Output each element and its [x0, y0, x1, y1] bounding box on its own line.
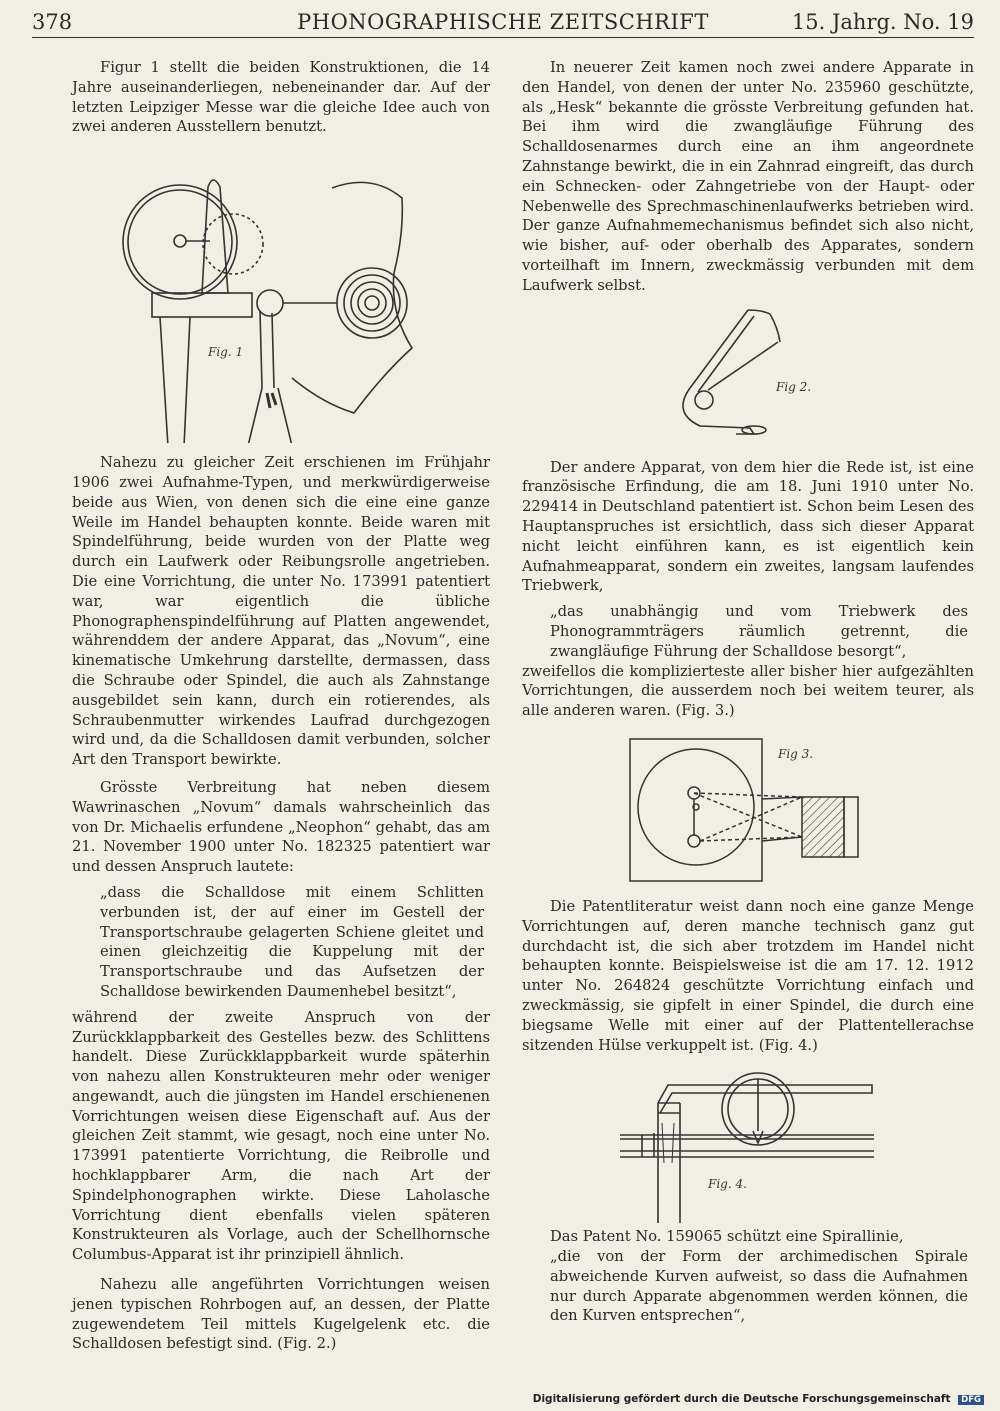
paragraph: Die Patentliteratur weist dann noch eine ganze Menge Vorrichtungen auf, deren manche technisch ganz gut durchdacht ist, die sich aber trotzdem im Handel nicht behaupten konnte. Beispielsweise ist die am 17. 12. 1912 unter No. 264824 geschützte Vorrichtung einfach und zweckmässig, sie gipfelt in einer Spindel, die durch eine biegsame Welle mit einer auf der Plattentellerachse sitzenden Hülse verkuppelt ist. (Fig. 4.): [522, 897, 974, 1054]
paragraph: zweifellos die komplizierteste aller bisher hier aufgezählten Vorrichtungen, die ausserdem noch bei weitem teurer, als alle anderen waren. (Fig. 3.): [522, 662, 974, 720]
left-column: [72, 58, 490, 1354]
figure-2: [522, 308, 974, 448]
quotation: „dass die Schalldose mit einem Schlitten verbunden ist, der auf einer im Gestell der Transportschraube gelagerten Schiene gleitet und einen gleichzeitig die Kuppelung mit der Transportschraube und das Aufsetzen der Schalldose bewirkenden Daumenhebel besitzt“,: [100, 883, 484, 1000]
figure-2-drawing: [522, 308, 974, 448]
paragraph: Der andere Apparat, von dem hier die Rede ist, ist eine französische Erfindung, die am 18. Juni 1910 unter No. 229414 in Deutschland patentiert ist. Schon beim Lesen des Hauptanspruches ist ersichtlich, dass sich dieser Apparat nicht leicht einführen kann, es ist eigentlich kein Aufnahmeapparat, sondern ein zweites, langsam laufendes Triebwerk,: [522, 458, 974, 595]
right-column: [522, 58, 974, 1326]
footer-text: Digitalisierung gefördert durch die Deutsche Forschungsgemeinschaft: [532, 1393, 951, 1405]
page-number: 378: [32, 10, 73, 34]
quotation: „die von der Form der archimedischen Spirale abweichende Kurven aufweist, so dass die Aufnahmen nur durch Apparate abgenommen werden können, die den Kurven entsprechen“,: [550, 1248, 968, 1325]
paragraph: In neuerer Zeit kamen noch zwei andere Apparate in den Handel, von denen der unter No. 235960 geschützte, als „Hesk“ bekannte die grösste Verbreitung gefunden hat. Bei ihm wird die zwangläufige Führung des Schalldosenarmes durch eine an ihm angeordnete Zahnstange bewirkt, die in ein Zahnrad eingreift, das durch ein Schnecken- oder Zahngetriebe von der Haupt- oder Nebenwelle des Sprechmaschinenlaufwerks betrieben wird. Der ganze Aufnahmemechanismus befindet sich also nicht, wie bisher, auf- oder oberhalb des Apparates, sondern vorteilhaft im Innern, zweckmässig verbunden mit dem Laufwerk selbst.: [522, 59, 974, 294]
paragraph: Das Patent No. 159065 schützt eine Spirallinie,: [550, 1228, 904, 1246]
journal-title: PHONOGRAPHISCHE ZEITSCHRIFT: [297, 10, 709, 34]
figure-2-caption: Fig 2.: [776, 379, 812, 394]
figure-1-drawing: [72, 143, 490, 443]
paragraph: Nahezu zu gleicher Zeit erschienen im Frühjahr 1906 zwei Aufnahme-Typen, und merkwürdigerweise beide aus Wien, von denen sich die eine eine ganze Weile im Handel behaupten konnte. Beide waren mit Spindelführung, beide wurden von der Platte weg durch ein Laufwerk oder Reibungsrolle angetrieben. Die eine Vorrichtung, die unter No. 173991 patentiert war, war eigentlich die übliche Phonographenspindelführung auf Platten angewendet, währenddem der andere Apparat, das „Novum“, eine kinematische Umkehrung darstellte, dermassen, dass die Schraube oder Spindel, die auch als Zahnstange ausgebildet sein kann, durch ein rotierendes, als Schraubenmutter wirkendes Laufrad durchgezogen wird und, da die Schalldosen damit verbunden, solcher Art den Transport bewirkte.: [72, 454, 490, 769]
paragraph: Nahezu alle angeführten Vorrichtungen weisen jenen typischen Rohrbogen auf, an dessen, der Platte zugewendetem Teil mittels Kugelgelenk etc. die Schalldosen befestigt sind. (Fig. 2.): [72, 1276, 490, 1353]
figure-4: [522, 1063, 974, 1223]
figure-4-drawing: [522, 1063, 974, 1223]
digitization-footer: [533, 1393, 984, 1405]
paragraph: Grösste Verbreitung hat neben diesem Wawrinaschen „Novum“ damals wahrscheinlich das von Dr. Michaelis erfundene „Neophon“ gehabt, das am 21. November 1900 unter No. 182325 patentiert war und dessen Anspruch lautete:: [72, 778, 490, 876]
figure-3-caption: Fig 3.: [778, 746, 814, 761]
figure-3-drawing: [522, 731, 974, 893]
paragraph: während der zweite Anspruch von der Zurückklappbarkeit des Gestelles bezw. des Schlittens handelt. Diese Zurückklappbarkeit wurde späterhin von nahezu allen Konstrukteuren mehr oder weniger angewandt, auch die jüngsten im Handel erschienenen Vorrichtungen weisen diese Eigenschaft auf. Aus der gleichen Zeit stammt, wie gesagt, noch eine unter No. 173991 patentierte Vorrichtung, die Reibrolle und hochklappbarer Arm, die nach Art der Spindelphonographen wirkte. Diese Laholasche Vorrichtung dient ebenfalls vielen späteren Konstrukteuren als Vorlage, auch der Schellhornsche Columbus-Apparat ist ihr prinzipiell ähnlich.: [72, 1008, 490, 1264]
quotation: „das unabhängig und vom Triebwerk des Phonogrammträgers räumlich getrennt, die zwangläufige Führung der Schalldose besorgt“,: [550, 603, 968, 660]
header-rule: [32, 37, 974, 38]
figure-1: [72, 143, 490, 443]
page-header: [32, 6, 974, 36]
figure-4-caption: Fig. 4.: [708, 1177, 747, 1192]
issue-label: 15. Jahrg. No. 19: [791, 10, 974, 34]
paragraph: Figur 1 stellt die beiden Konstruktionen, die 14 Jahre auseinanderliegen, nebeneinander dar. Auf der letzten Leipziger Messe war die gleiche Idee auch von zwei anderen Ausstellern benutzt.: [72, 59, 490, 136]
figure-1-caption: Fig. 1: [208, 345, 244, 360]
figure-3: [522, 731, 974, 893]
dfg-logo: DFG: [958, 1395, 984, 1405]
